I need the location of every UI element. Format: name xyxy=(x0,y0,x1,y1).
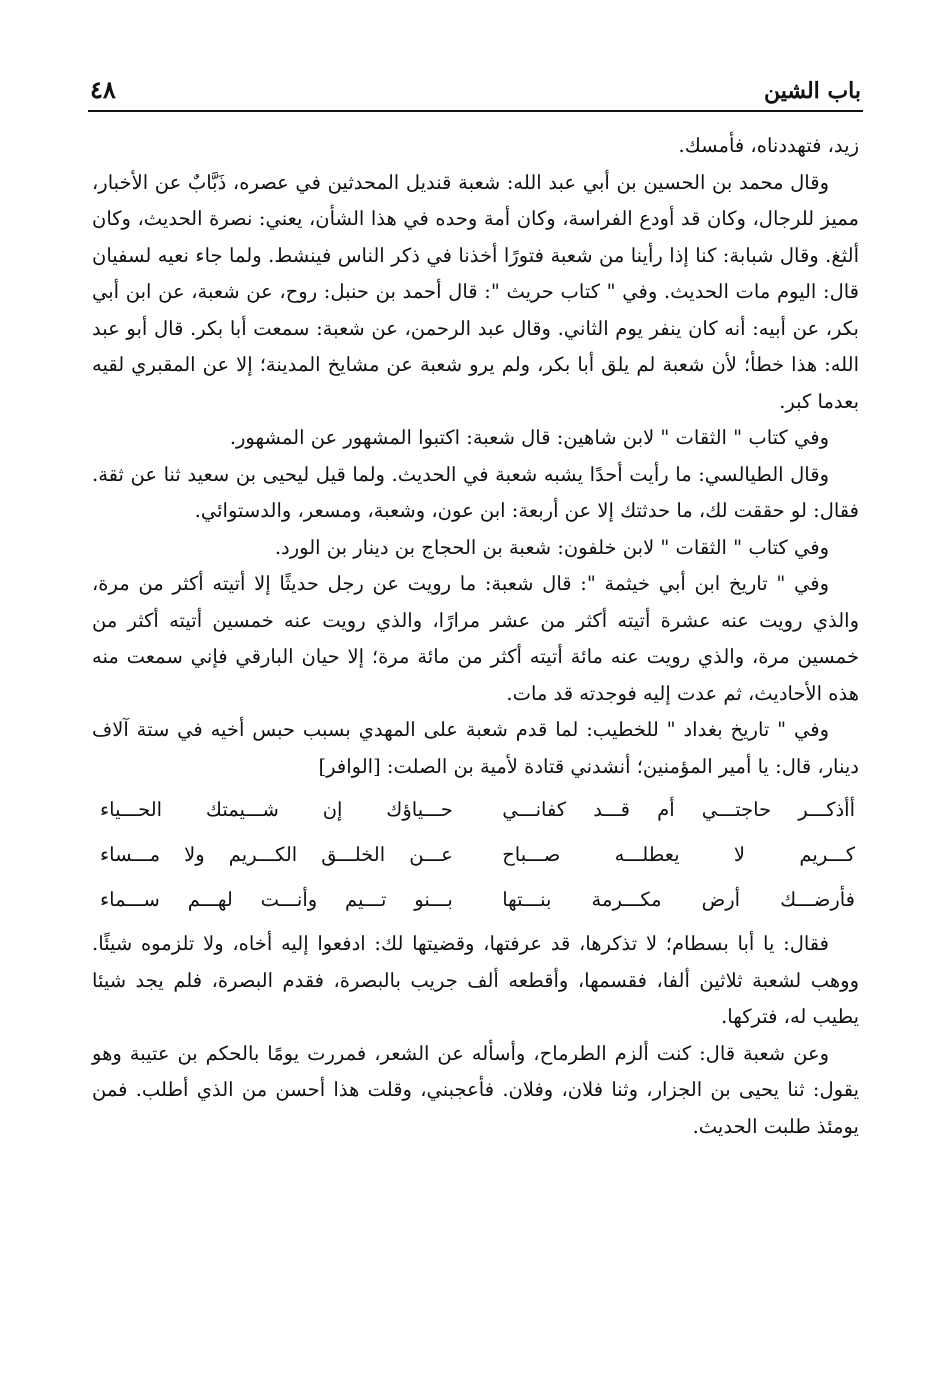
paragraph-9: وعن شعبة قال: كنت ألزم الطرماح، وأسأله عن الشعر، فمررت يومًا بالحكم بن عتيبة وهو يقول: ثنا يحيى بن الجزار، وثنا فلان، وفلان. فأعجبني، وقلت هذا أحسن من الذي أطلب. فمن يومئذ طلبت الحديث. xyxy=(92,1041,859,1138)
paragraph-6: وفي " تاريخ ابن أبي خيثمة ": قال شعبة: ما رويت عن رجل حديثًا إلا أتيته أكثر من مرة، والذي رويت عنه عشرة أتيته أكثر من عشر مرارًا، والذي رويت عنه خمسين أتيته أكثر من خمسين مرة، والذي رويت عنه مائة أتيته أكثر من مائة مرة؛ إلا حيان البارقي فإني سمعت منه هذه الأحاديث، ثم عدت إليه فوجدته قد مات. xyxy=(92,572,859,705)
paragraph-5: وفي كتاب " الثقات " لابن خلفون: شعبة بن الحجاج بن دينار بن الورد. xyxy=(274,535,829,559)
verse-1-first-hemistich: أأذكـــر حاجتـــي أم قـــد كفانـــي xyxy=(502,798,855,821)
verse-1-second-hemistich: حـــياؤك إن شـــيمتك الحـــياء xyxy=(100,798,453,821)
paragraph-3: وفي كتاب " الثقات " لابن شاهين: قال شعبة: اكتبوا المشهور عن المشهور. xyxy=(229,426,829,449)
paragraph-4: وقال الطيالسي: ما رأيت أحدًا يشبه شعبة في الحديث. ولما قيل ليحيى بن سعيد ثنا عن ثقة. فقال: لو حققت لك، ما حدثتك إلا عن أربعة: ابن عون، وشعبة، ومسعر، والدستوائي. xyxy=(92,462,859,522)
paragraph-2: وقال محمد بن الحسين بن أبي عبد الله: شعبة قنديل المحدثين في عصره، ذَبَّابٌ عن الأخبار، مميز للرجال، وكان قد أودع الفراسة، وكان أمة وحده في هذا الشأن، يعني: نصرة الحديث، وكان ألثغ. وقال شبابة: كنا إذا رأينا من شعبة فتورًا أخذنا في ذكر الناس فينشط. ولما جاء نعيه لسفيان قال: اليوم مات الحديث. وفي " كتاب حريث ": قال أحمد بن حنبل: روح، عن شعبة، عن ابن أبي بكر، عن أبيه: أنه كان ينفر يوم الثاني. وقال عبد الرحمن، عن شعبة: سمعت أبا بكر. قال أبو عبد الله: هذا خطأ؛ لأن شعبة لم يلق أبا بكر، ولم يرو شعبة عن مشايخ المدينة؛ إلا عن المقبري لقيه بعدما كبر. xyxy=(92,170,859,413)
poem-verse-2 xyxy=(92,832,859,877)
page-number: ٤٨ xyxy=(90,75,116,104)
paragraph-8: فقال: يا أبا بسطام؛ لا تذكرها، قد عرفتها، وقضيتها لك: ادفعوا إليه أخاه، ولا تلزموه شيئًا. ووهب لشعبة ثلاثين ألفا، فقسمها، وأقطعه ألف جريب بالبصرة، فقدم البصرة، فلم يجد شيئا يطيب له، فتركها. xyxy=(92,932,859,1028)
page-header xyxy=(90,66,861,106)
poem-verses xyxy=(92,787,859,922)
verse-2-second-hemistich: عـــن الخلـــق الكـــريم ولا مـــساء xyxy=(100,843,453,866)
paragraph-1: زيد، فتهددناه، فأمسك. xyxy=(678,134,859,157)
poem-verse-3 xyxy=(92,877,859,922)
chapter-title: باب الشين xyxy=(763,78,861,104)
page-body xyxy=(92,128,859,1145)
verse-3-first-hemistich: فأرضـــك أرض مكـــرمة بنـــتها xyxy=(502,888,855,911)
paragraph-7: وفي " تاريخ بغداد " للخطيب: لما قدم شعبة على المهدي بسبب حبس أخيه في ستة آلاف دينار، قال: يا أمير المؤمنين؛ أنشدني قتادة لأمية بن الصلت: [الوافر] xyxy=(92,718,859,778)
header-divider xyxy=(88,110,863,112)
verse-3-second-hemistich: بـــنو تـــيم وأنـــت لهـــم ســـماء xyxy=(100,888,453,911)
verse-2-first-hemistich: كـــريم لا يعطلـــه صـــباح xyxy=(502,843,855,866)
poem-verse-1 xyxy=(92,787,859,832)
